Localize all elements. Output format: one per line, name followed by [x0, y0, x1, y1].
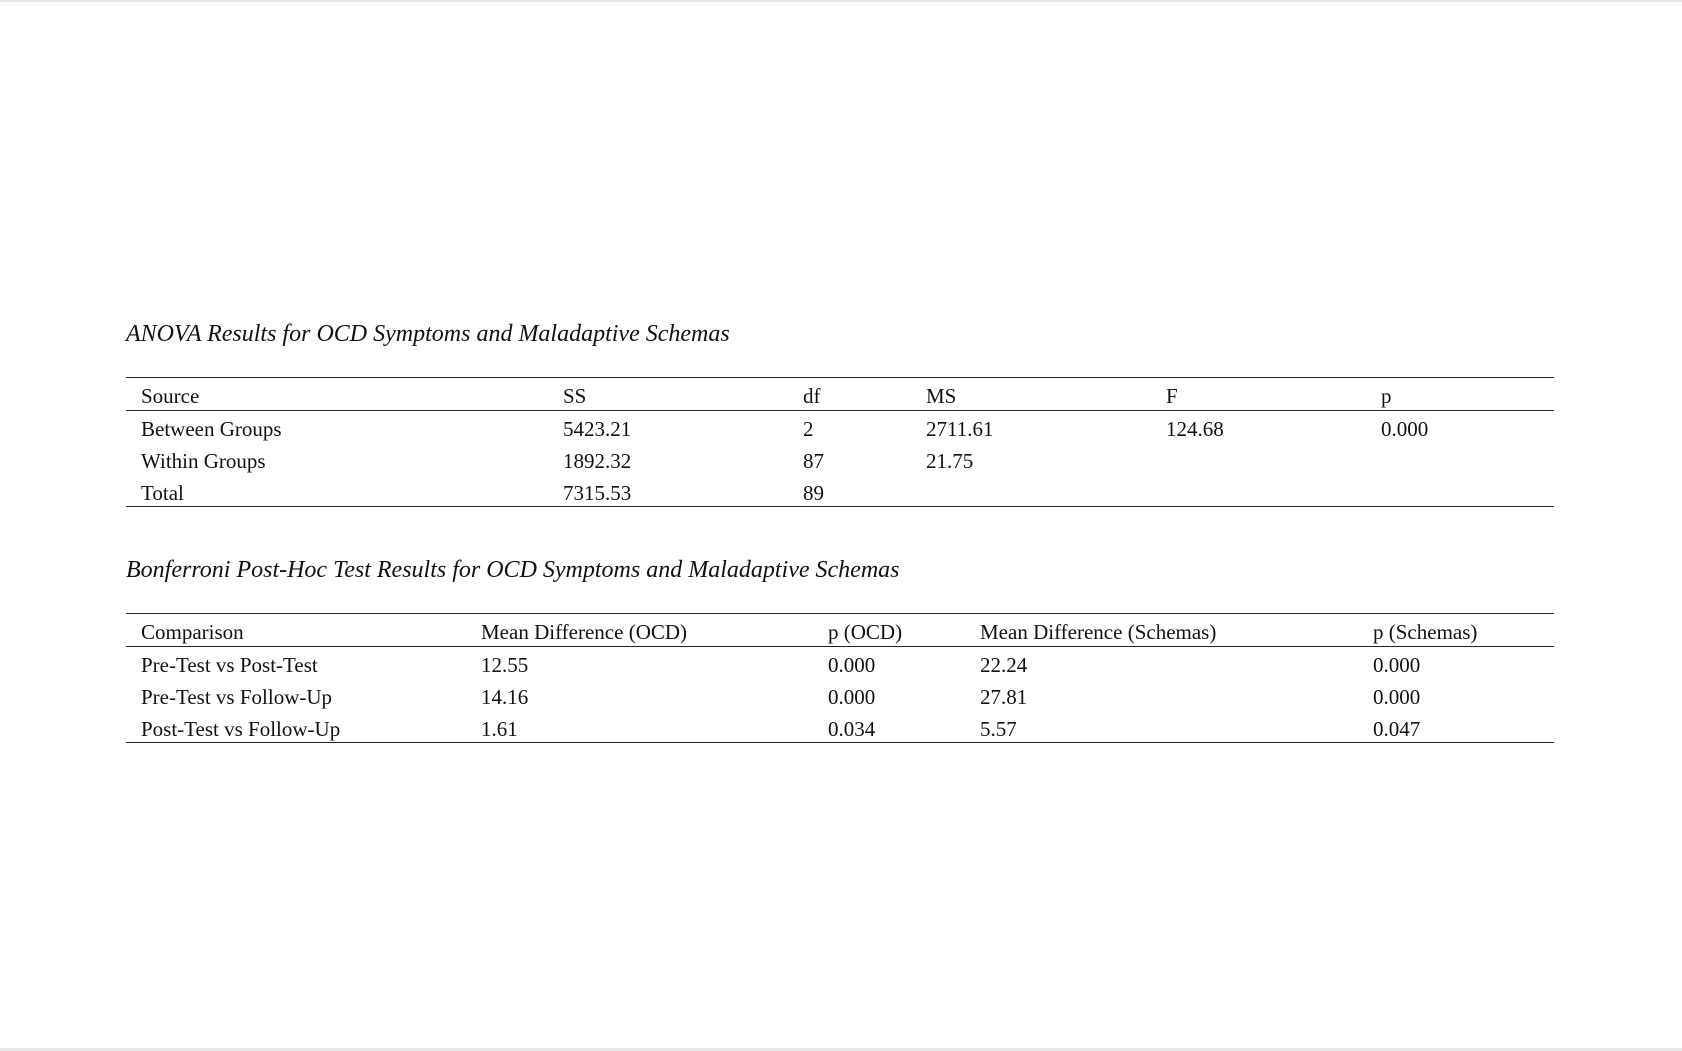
bonferroni-header-row — [126, 613, 1554, 647]
anova-cell-source: Between Groups — [141, 417, 282, 441]
bonferroni-header-mean-diff-ocd: Mean Difference (OCD) — [481, 620, 688, 644]
anova-header-p: p — [1381, 384, 1392, 408]
anova-header-ss: SS — [563, 384, 587, 408]
bonferroni-cell-p-schemas: 0.000 — [1373, 685, 1421, 709]
anova-header-source: Source — [141, 384, 200, 408]
bonferroni-header-p-schemas: p (Schemas) — [1373, 620, 1478, 644]
anova-cell-df: 87 — [803, 449, 824, 473]
page-top-border — [0, 0, 1682, 2]
anova-cell-df: 89 — [803, 481, 824, 505]
anova-table — [126, 377, 1554, 507]
bonferroni-cell-comparison: Post-Test vs Follow-Up — [141, 717, 341, 741]
bonferroni-cell-p-schemas: 0.000 — [1373, 653, 1421, 677]
anova-header-df: df — [803, 384, 821, 408]
bonferroni-table — [126, 613, 1554, 743]
bonferroni-cell-mean-diff-ocd: 12.55 — [481, 653, 529, 677]
table-row — [126, 647, 1554, 679]
anova-cell-p: 0.000 — [1381, 417, 1429, 441]
anova-body — [126, 411, 1554, 507]
anova-cell-ms: 21.75 — [926, 449, 974, 473]
bonferroni-cell-mean-diff-ocd: 14.16 — [481, 685, 529, 709]
anova-header-ms: MS — [926, 384, 957, 408]
bonferroni-cell-mean-diff-schemas: 22.24 — [980, 653, 1028, 677]
bonferroni-cell-p-ocd: 0.000 — [828, 685, 876, 709]
anova-cell-ms: 2711.61 — [926, 417, 994, 441]
bonferroni-cell-mean-diff-ocd: 1.61 — [481, 717, 518, 741]
anova-table-caption: ANOVA Results for OCD Symptoms and Maladaptive Schemas — [126, 321, 730, 347]
bonferroni-cell-mean-diff-schemas: 27.81 — [980, 685, 1028, 709]
bonferroni-cell-p-ocd: 0.034 — [828, 717, 876, 741]
bonferroni-header-comparison: Comparison — [141, 620, 244, 644]
bonferroni-body — [126, 647, 1554, 743]
anova-cell-df: 2 — [803, 417, 814, 441]
anova-cell-ss: 7315.53 — [563, 481, 632, 505]
bonferroni-header-p-ocd: p (OCD) — [828, 620, 903, 644]
anova-cell-source: Within Groups — [141, 449, 266, 473]
table-row — [126, 679, 1554, 711]
bonferroni-table-caption: Bonferroni Post-Hoc Test Results for OCD Symptoms and Maladaptive Schemas — [126, 557, 900, 583]
table-row — [126, 443, 1554, 475]
bonferroni-cell-mean-diff-schemas: 5.57 — [980, 717, 1017, 741]
anova-header-row — [126, 377, 1554, 411]
table-row — [126, 711, 1554, 742]
bonferroni-cell-p-ocd: 0.000 — [828, 653, 876, 677]
anova-header-f: F — [1166, 384, 1178, 408]
bonferroni-cell-comparison: Pre-Test vs Post-Test — [141, 653, 318, 677]
table-row — [126, 411, 1554, 443]
anova-cell-ss: 5423.21 — [563, 417, 632, 441]
anova-cell-ss: 1892.32 — [563, 449, 632, 473]
anova-cell-f: 124.68 — [1166, 417, 1224, 441]
anova-cell-source: Total — [141, 481, 184, 505]
table-row — [126, 475, 1554, 506]
bonferroni-header-mean-diff-schemas: Mean Difference (Schemas) — [980, 620, 1217, 644]
bonferroni-cell-p-schemas: 0.047 — [1373, 717, 1421, 741]
bonferroni-cell-comparison: Pre-Test vs Follow-Up — [141, 685, 333, 709]
